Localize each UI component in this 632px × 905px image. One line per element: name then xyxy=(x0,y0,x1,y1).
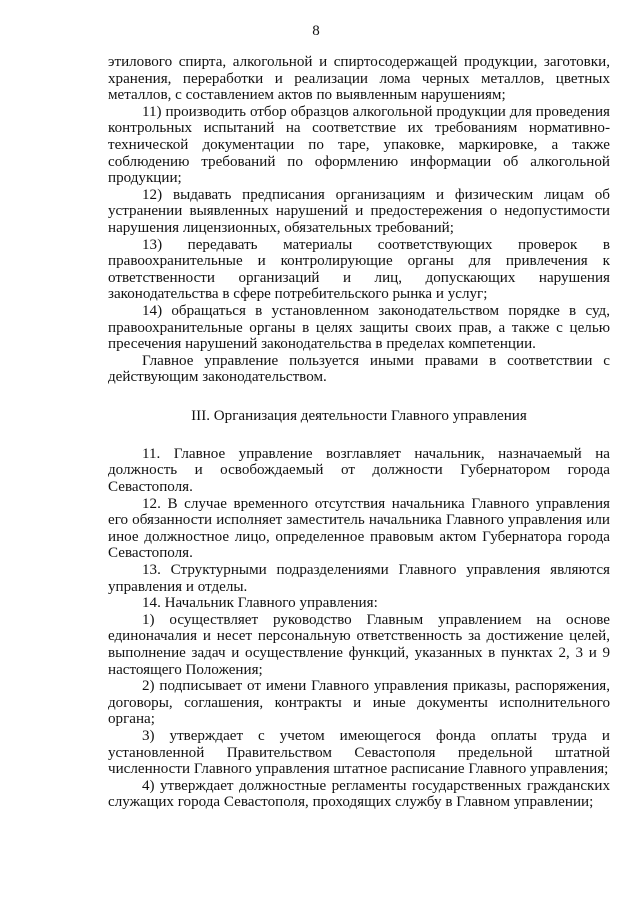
page-number: 8 xyxy=(312,23,320,39)
paragraph-item-14: 14) обращаться в установленном законодательством порядке в суд, правоохранительные органы в целях защиты своих прав, а также с целью пресечения нарушений законодательства в пределах компетенции. xyxy=(108,302,610,353)
paragraph-item-13: 13) передавать материалы соответствующих проверок в правоохранительные и контролирующие органы для привлечения к ответственности организаций и лиц, допускающих нарушения законодательства в сфере потребительского рынка и услуг; xyxy=(108,236,610,303)
paragraph-other-rights: Главное управление пользуется иными правами в соответствии с действующим законодательством. xyxy=(108,352,610,386)
paragraph-subitem-1: 1) осуществляет руководство Главным управлением на основе единоначалия и несет персональную ответственность за достижение целей, выполнение задач и осуществление функций, указанных в пунктах 2, 3 и 9 настоящего Положения; xyxy=(108,611,610,678)
paragraph-subitem-3: 3) утверждает с учетом имеющегося фонда оплаты труда и установленной Правительством Севастополя предельной штатной численности Главного управления штатное расписание Главного управления; xyxy=(108,727,610,778)
paragraph-subitem-2: 2) подписывает от имени Главного управления приказы, распоряжения, договоры, соглашения, контракты и иные документы исполнительного органа; xyxy=(108,678,610,728)
section-heading: III. Организация деятельности Главного управления xyxy=(191,407,527,424)
document-body xyxy=(108,54,610,811)
paragraph-item-12: 12) выдавать предписания организациям и физическим лицам об устранении выявленных нарушений и предостережения о недопустимости нарушения лицензионных, обязательных требований; xyxy=(108,186,610,236)
paragraph-clause-11: 11. Главное управление возглавляет начальник, назначаемый на должность и освобождаемый от должности Губернатором города Севастополя. xyxy=(108,445,610,496)
paragraph-clause-13: 13. Структурными подразделениями Главного управления являются управления и отделы. xyxy=(108,562,610,595)
paragraph-continuation: этилового спирта, алкогольной и спиртосодержащей продукции, заготовки, хранения, переработки и реализации лома черных металлов, цветных металлов, с составлением актов по выявленным нарушениям; xyxy=(108,54,610,104)
paragraph-item-11: 11) производить отбор образцов алкогольной продукции для проведения контрольных испытаний на соответствие их требованиям нормативно-технической документации по таре, упаковке, маркировке, а также соблюдению требований по оформлению информации об алкогольной продукции; xyxy=(108,103,610,187)
paragraph-subitem-4: 4) утверждает должностные регламенты государственных гражданских служащих города Севастополя, проходящих службу в Главном управлении; xyxy=(108,777,610,811)
paragraph-clause-14: 14. Начальник Главного управления: xyxy=(142,595,378,612)
paragraph-clause-12: 12. В случае временного отсутствия начальника Главного управления его обязанности исполняет заместитель начальника Главного управления или иное должностное лицо, определенное правовым актом Губернатора города Севастополя. xyxy=(108,495,610,562)
